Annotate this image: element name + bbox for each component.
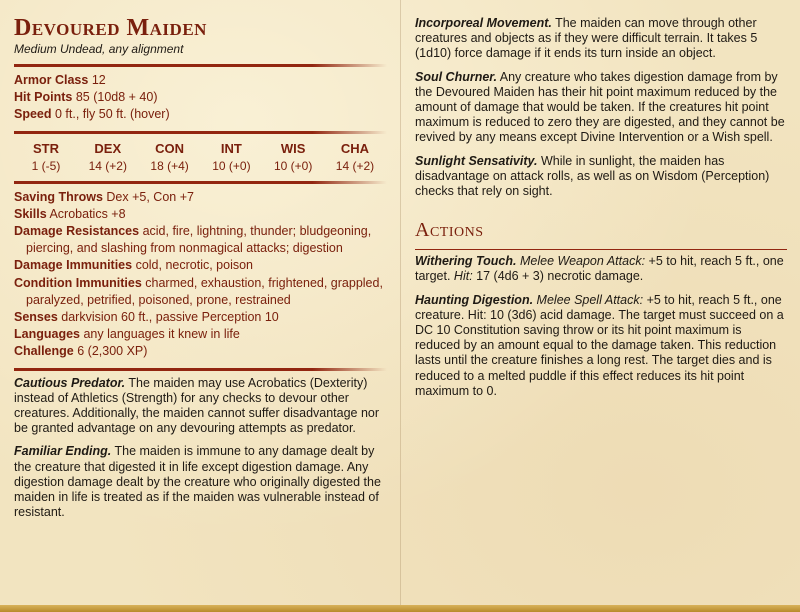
action-attack-type: Melee Spell Attack: xyxy=(536,292,644,307)
action-attack-type: Melee Weapon Attack: xyxy=(519,254,646,269)
ability-label: CON xyxy=(155,140,185,156)
trait-text: Any creature who takes digestion damage from by the Devoured Maiden has their hit point maximum reduced by the amount of damage that would be taken. If the creatures hit point maximum is reduced to zero they are digested, and they cannot be revived by any means except Divine Intervention or a Wish spell. xyxy=(415,69,785,145)
condition-immunities xyxy=(14,275,387,309)
damage-immunities-label: Damage Immunities xyxy=(14,258,133,273)
ability-int xyxy=(201,140,261,174)
action-text: +5 to hit, reach 5 ft., one target. xyxy=(415,254,784,284)
left-column xyxy=(14,0,387,520)
languages-label: Languages xyxy=(14,327,80,342)
challenge xyxy=(14,343,387,360)
ability-score: 10 (+0) xyxy=(212,158,251,173)
speed-value: 0 ft., fly 50 ft. (hover) xyxy=(55,107,170,122)
ability-wis xyxy=(263,140,323,174)
right-column xyxy=(415,12,787,399)
trait-text: The maiden is immune to any damage dealt by the creature that digested it in life except digestion damage. Any digestion damage dealt by the creature who originally digested the maiden in life is treated as if the maiden was vulnerable instead of resistant. xyxy=(14,444,381,520)
damage-immunities xyxy=(14,257,387,274)
trait-sunlight-sensativity xyxy=(415,154,787,200)
ability-score: 10 (+0) xyxy=(274,158,313,173)
skills-label: Skills xyxy=(14,206,47,221)
ability-str xyxy=(16,140,76,174)
trait-name: Sunlight Sensativity. xyxy=(415,153,538,168)
senses-value: darkvision 60 ft., passive Perception 10 xyxy=(61,310,279,325)
trait-incorporeal-movement xyxy=(415,16,787,62)
ability-label: INT xyxy=(220,140,242,156)
hit-points-value: 85 (10d8 + 40) xyxy=(75,90,158,105)
armor-class xyxy=(14,72,387,89)
trait-soul-churner xyxy=(415,70,787,146)
monster-name: Devoured Maiden xyxy=(14,15,207,41)
condition-immunities-label: Condition Immunities xyxy=(14,275,142,290)
actions-heading: Actions xyxy=(415,219,484,242)
trait-name: Incorporeal Movement. xyxy=(415,16,552,30)
tapered-rule xyxy=(14,181,387,184)
ability-label: WIS xyxy=(280,140,306,156)
saving-throws-label: Saving Throws xyxy=(14,189,103,204)
saving-throws-value: Dex +5, Con +7 xyxy=(106,189,194,204)
action-text: +5 to hit, reach 5 ft., one creature. Hit: 10 (3d6) acid damage. The target must succeed on a DC 10 Constitution saving throw or its hit point maximum is reduced by an amount equal to the damage taken. This reduction lasts until the creature finishes a long rest. The target dies and is reduced to a melted puddle if this effect reduces its hit point maximum to 0. xyxy=(415,292,784,398)
condition-immunities-value: charmed, exhaustion, frightened, grappled, paralyzed, petrified, poisoned, prone, restrained xyxy=(26,275,383,307)
action-hit-label: Hit: xyxy=(453,269,473,284)
tapered-rule xyxy=(14,131,387,134)
ability-score: 14 (+2) xyxy=(88,158,127,173)
damage-immunities-value: cold, necrotic, poison xyxy=(135,258,254,273)
page-bottom-border xyxy=(0,605,800,612)
damage-resistances-value: acid, fire, lightning, thunder; bludgeoning, piercing, and slashing from nonmagical attacks; digestion xyxy=(26,224,372,256)
ability-label: CHA xyxy=(340,140,370,156)
actions-rule xyxy=(415,249,787,250)
action-haunting-digestion xyxy=(415,293,787,399)
ability-cha xyxy=(325,140,385,174)
skills xyxy=(14,206,387,223)
trait-text: While in sunlight, the maiden has disadvantage on attack rolls, as well as on Wisdom (Perception) checks that rely on sight. xyxy=(415,153,770,199)
ability-score: 18 (+4) xyxy=(150,158,189,173)
challenge-value: 6 (2,300 XP) xyxy=(77,344,148,359)
hit-points-label: Hit Points xyxy=(14,90,73,105)
ability-score: 14 (+2) xyxy=(335,158,375,173)
damage-resistances xyxy=(14,223,387,257)
column-divider xyxy=(400,0,401,612)
trait-text: The maiden can move through other creatures and objects as if they were difficult terrain. It takes 5 (1d10) force damage if it ends its turn inside an object. xyxy=(415,16,758,61)
trait-familiar-ending xyxy=(14,444,387,520)
monster-subtitle: Medium Undead, any alignment xyxy=(14,42,184,56)
trait-text: The maiden may use Acrobatics (Dexterity) instead of Athletics (Strength) for any checks to devour other creatures. Additionally, the maiden cannot suffer disadvantage nor be granted advantage on any devouring attempts as predator. xyxy=(14,375,380,436)
armor-class-label: Armor Class xyxy=(14,73,89,87)
speed-label: Speed xyxy=(14,107,52,122)
ability-con xyxy=(140,140,200,174)
ability-dex xyxy=(78,140,138,174)
speed xyxy=(14,106,387,123)
action-name: Haunting Digestion. xyxy=(415,292,534,307)
languages xyxy=(14,326,387,343)
trait-name: Cautious Predator. xyxy=(14,375,126,390)
trait-name: Familiar Ending. xyxy=(14,444,112,459)
ability-score: 1 (-5) xyxy=(31,158,61,173)
action-withering-touch xyxy=(415,254,787,284)
ability-scores xyxy=(14,140,387,174)
hit-points xyxy=(14,89,387,106)
challenge-label: Challenge xyxy=(14,344,74,359)
armor-class-value: 12 xyxy=(91,73,106,87)
ability-label: STR xyxy=(33,140,59,156)
trait-cautious-predator xyxy=(14,376,387,437)
saving-throws xyxy=(14,189,387,206)
trait-name: Soul Churner. xyxy=(415,69,497,84)
tapered-rule xyxy=(14,368,387,371)
action-damage-text: 17 (4d6 + 3) necrotic damage. xyxy=(476,269,644,284)
action-name: Withering Touch. xyxy=(415,254,517,269)
senses xyxy=(14,309,387,326)
damage-resistances-label: Damage Resistances xyxy=(14,224,140,239)
skills-value: Acrobatics +8 xyxy=(49,206,126,221)
tapered-rule xyxy=(14,64,387,67)
senses-label: Senses xyxy=(14,310,58,325)
ability-label: DEX xyxy=(94,140,122,156)
languages-value: any languages it knew in life xyxy=(83,327,240,342)
